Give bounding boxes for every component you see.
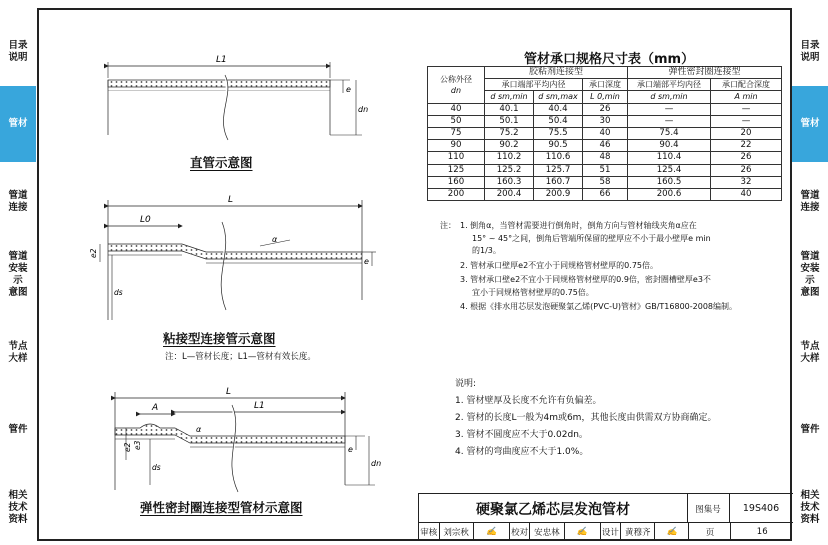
header-glued-group: 胶粘剂连接型: [485, 67, 628, 79]
table-cell: 125.7: [534, 164, 583, 176]
nav-label: 节点 大样: [800, 341, 820, 364]
label-A: A: [152, 403, 159, 413]
table-row: [428, 140, 782, 152]
label-e: e: [364, 257, 369, 266]
table-row: [428, 152, 782, 164]
nav-label: 节点 大样: [8, 341, 28, 364]
explanation: [455, 376, 716, 461]
header-seal-avg-id: 承口端部平均内径: [628, 79, 711, 91]
table-row: [428, 103, 782, 115]
table-cell: 160: [428, 176, 485, 188]
table-cell: 30: [583, 115, 628, 127]
table-cell: 90.5: [534, 140, 583, 152]
check-label: 校对: [510, 523, 531, 541]
table-cell: 110: [428, 152, 485, 164]
drawing-title: 硬聚氯乙烯芯层发泡管材: [419, 494, 688, 523]
designer-name: 黄穆齐: [621, 523, 655, 541]
table-cell: 160.7: [534, 176, 583, 188]
table-cell: 40.1: [485, 103, 534, 115]
table-cell: 75.2: [485, 127, 534, 139]
table-cell: 200: [428, 188, 485, 200]
table-cell: 26: [583, 103, 628, 115]
right-nav-item-pipe[interactable]: [792, 86, 828, 162]
table-cell: 75: [428, 127, 485, 139]
table-cell: 48: [583, 152, 628, 164]
table-cell: 40: [583, 127, 628, 139]
label-e: e: [346, 85, 351, 94]
table-cell: 66: [583, 188, 628, 200]
table-cell: 46: [583, 140, 628, 152]
table-cell: 90.4: [628, 140, 711, 152]
label-L1: L1: [254, 401, 265, 411]
header-seal-group: 弹性密封圈连接型: [628, 67, 782, 79]
atlas-label: 图集号: [687, 494, 730, 523]
table-cell: 75.5: [534, 127, 583, 139]
table-cell: 200.4: [485, 188, 534, 200]
nav-label: 管道 安装 示 意图: [8, 251, 28, 298]
table-cell: 125.2: [485, 164, 534, 176]
header-glued-avg-id: 承口端部平均内径: [485, 79, 583, 91]
table-row: [428, 176, 782, 188]
title-block: [418, 493, 792, 541]
designer-signature: ✍: [655, 523, 689, 541]
table-cell: 40: [428, 103, 485, 115]
notes-label: 注：: [440, 221, 456, 230]
table-row: [428, 115, 782, 127]
table-cell: 110.4: [628, 152, 711, 164]
table-cell: 58: [583, 176, 628, 188]
explanation-line: 2. 管材的长度L一般为4m或6m，其他长度由供需双方协商确定。: [455, 413, 717, 423]
header-seal-amin: A min: [711, 91, 782, 103]
header-glued-dsmmax: d sm,max: [534, 91, 583, 103]
label-e2: e2: [89, 248, 98, 258]
caption-glued-pipe: 粘接型连接管示意图: [163, 331, 276, 346]
table-cell: 125: [428, 164, 485, 176]
explanation-line: 3. 管材不圆度应不大于0.02dn。: [455, 430, 588, 440]
right-side-nav: [792, 0, 828, 545]
table-row: [428, 127, 782, 139]
nav-label: 管道 连接: [8, 190, 28, 213]
caption-straight-pipe: 直管示意图: [190, 155, 253, 170]
table-cell: 90: [428, 140, 485, 152]
page-number: 16: [756, 527, 768, 537]
note-line: 3. 管材承口壁e2不宜小于同规格管材壁厚的0.9倍，密封圈槽壁厚e3不: [460, 275, 711, 284]
header-dn: 公称外径 dn: [428, 67, 485, 104]
explanation-line: 1. 管材壁厚及长度不允许有负偏差。: [455, 396, 602, 406]
table-cell: 90.2: [485, 140, 534, 152]
nav-label: 相关 技术 资料: [8, 490, 28, 525]
table-cell: 40.4: [534, 103, 583, 115]
nav-label: 管件: [800, 424, 820, 435]
table-cell: 51: [583, 164, 628, 176]
explanation-label: 说明:: [455, 379, 477, 389]
label-ds: ds: [114, 288, 123, 297]
table-cell: —: [628, 103, 711, 115]
label-L0: L0: [140, 215, 151, 225]
table-row: [428, 188, 782, 200]
header-seal-depth: 承口配合深度: [711, 79, 782, 91]
checker-name: 安忠林: [530, 523, 564, 541]
label-ds: ds: [152, 463, 161, 472]
explanation-line: 4. 管材的弯曲度应不大于1.0%。: [455, 447, 589, 457]
design-label: 设计: [601, 523, 622, 541]
label-dn: dn: [371, 459, 382, 468]
caption-seal-pipe: 弹性密封圈连接型管材示意图: [140, 500, 303, 515]
label-e: e: [348, 445, 353, 454]
nav-label: 管材: [8, 118, 28, 129]
table-cell: 200.6: [628, 188, 711, 200]
header-glued-l0min: L 0,min: [583, 91, 628, 103]
note-line: 15° ~ 45°之间，倒角后管端所保留的壁厚应不小于最小壁厚e min: [472, 233, 711, 243]
table-cell: 160.5: [628, 176, 711, 188]
table-cell: 20: [711, 127, 782, 139]
table-cell: 32: [711, 176, 782, 188]
label-e3: e3: [133, 440, 142, 450]
label-alpha: α: [272, 235, 278, 244]
spec-table-title: 管材承口规格尺寸表（mm）: [524, 52, 695, 67]
right-nav-item-tech[interactable]: [792, 485, 828, 531]
table-row: [428, 164, 782, 176]
reviewer-signature: ✍: [474, 523, 510, 541]
table-cell: 26: [711, 164, 782, 176]
label-dn: dn: [358, 105, 369, 114]
glued-pipe-diagram: [89, 195, 376, 320]
table-cell: 40: [711, 188, 782, 200]
nav-label: 管道 安装 示 意图: [800, 251, 820, 298]
table-cell: 26: [711, 152, 782, 164]
right-nav-item-connection[interactable]: [792, 185, 828, 219]
right-nav-item-contents[interactable]: [792, 35, 828, 69]
header-glued-depth: 承口深度: [583, 79, 628, 91]
table-cell: —: [628, 115, 711, 127]
table-cell: —: [711, 103, 782, 115]
table-cell: 50: [428, 115, 485, 127]
label-L: L: [226, 387, 232, 397]
right-nav-item-install[interactable]: [792, 248, 828, 302]
right-nav-item-details[interactable]: [792, 336, 828, 370]
label-alpha: α: [196, 425, 202, 434]
glued-note: 注：L—管材长度；L1—管材有效长度。: [165, 352, 316, 362]
header-seal-dsmmin: d sm,min: [628, 91, 711, 103]
reviewer-name: 刘宗秋: [440, 523, 474, 541]
note-line: 宜小于同规格管材壁厚的0.75倍。: [472, 288, 594, 297]
review-label: 审核: [419, 523, 440, 541]
table-cell: 200.9: [534, 188, 583, 200]
spec-table: [427, 66, 782, 201]
checker-signature: ✍: [565, 523, 601, 541]
note-line: 的1/3。: [472, 246, 501, 255]
note-line: 1. 倒角α，当管材需要进行倒角时，倒角方向与管材轴线夹角α应在: [460, 221, 697, 230]
right-nav-item-fittings[interactable]: [792, 420, 828, 440]
note-line: 2. 管材承口壁厚e2不宜小于同规格管材壁厚的0.75倍。: [460, 261, 658, 270]
header-glued-dsmmin: d sm,min: [485, 91, 534, 103]
nav-label: 管材: [800, 118, 820, 129]
table-cell: —: [711, 115, 782, 127]
table-cell: 160.3: [485, 176, 534, 188]
nav-label: 管道 连接: [800, 190, 820, 213]
nav-label: 目录 说明: [800, 40, 820, 63]
table-cell: 75.4: [628, 127, 711, 139]
table-cell: 110.6: [534, 152, 583, 164]
table-cell: 110.2: [485, 152, 534, 164]
label-L: L: [228, 195, 234, 205]
label-L1: L1: [216, 55, 227, 65]
table-cell: 125.4: [628, 164, 711, 176]
note-line: 4. 根据《排水用芯层发泡硬聚氯乙烯(PVC-U)管材》GB/T16800-2008编制。: [460, 302, 738, 311]
table-cell: 50.4: [534, 115, 583, 127]
table-cell: 22: [711, 140, 782, 152]
table-cell: 50.1: [485, 115, 534, 127]
page-label: 页: [689, 523, 731, 541]
nav-label: 管件: [8, 424, 28, 435]
nav-label: 目录 说明: [8, 40, 28, 63]
seal-pipe-diagram: [115, 387, 381, 492]
atlas-number: 19S406: [742, 503, 780, 514]
label-e2: e2: [123, 442, 132, 452]
straight-pipe-diagram: [108, 55, 368, 140]
nav-label: 相关 技术 资料: [800, 490, 820, 525]
